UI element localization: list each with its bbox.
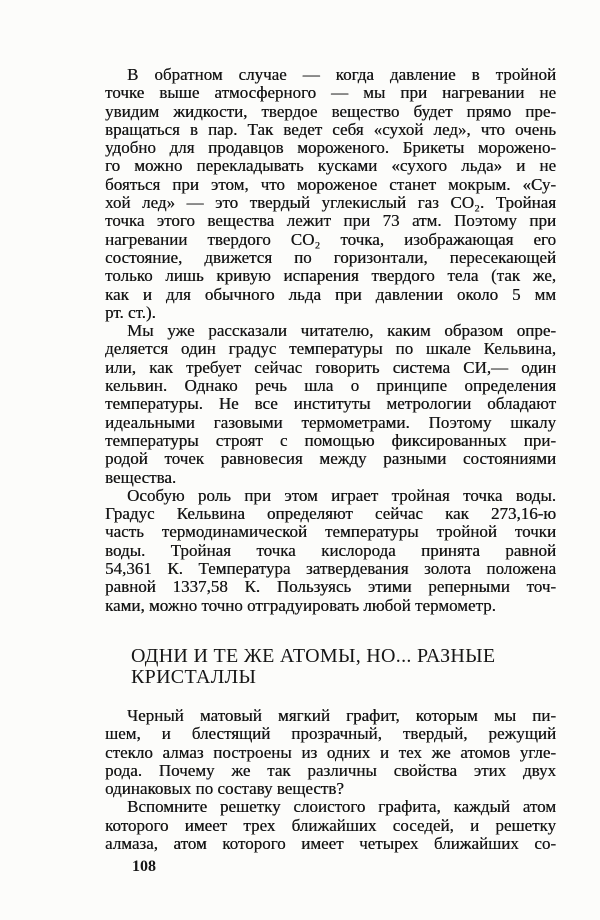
text-line: или, как требует сейчас говорить система СИ,— один [105,357,556,377]
text-line: Мы уже рассказали читателю, каким образом опре- [127,321,556,341]
text-line: вещества. [105,467,177,487]
text-line: равной 1337,58 К. Пользуясь этими реперными точ- [105,577,556,597]
text-line: бояться при этом, что мороженое станет мокрым. «Су- [105,174,556,194]
paragraph [105,322,556,487]
text-line: увидим жидкости, твердое вещество будет прямо пре- [105,101,556,121]
text-line: нагревании твердого CO₂ точка, изображающая его [105,229,556,249]
paragraph [105,707,556,798]
paragraph [105,487,556,615]
text-line: В обратном случае — когда давление в тройной [127,65,556,84]
book-page [105,66,556,853]
text-line: Черный матовый мягкий графит, которым мы пи- [127,705,556,725]
text-line: рт. ст.). [105,302,156,322]
text-line: стекло алмаз построены из одних и тех же атомов угле- [105,742,556,762]
paragraph [105,798,556,853]
text-line: только лишь кривую испарения твердого тела (так же, [105,266,556,286]
text-line: родой точек равновесия между разными состояниями [105,449,556,469]
text-line: Вспомните решетку слоистого графита, каждый атом [127,797,556,817]
text-line: хой лед» — это твердый углекислый газ CO₂. Тройная [105,193,556,213]
text-line: кельвин. Однако речь шла о принципе определения [105,376,556,396]
text-line: удобно для продавцов мороженого. Брикеты морожено- [105,138,556,158]
text-line: точке выше атмосферного — мы при нагревании не [105,83,556,103]
heading-line: КРИСТАЛЛЫ [131,666,257,689]
text-line: которого имеет трех ближайших соседей, и решетку [105,815,556,835]
heading-line: ОДНИ И ТЕ ЖЕ АТОМЫ, НО... РАЗНЫЕ [131,644,496,667]
text-line: идеальными газовыми термометрами. Поэтому шкалу [105,412,556,432]
paragraph [105,66,556,322]
text-top [105,66,556,615]
text-line: алмаза, атом которого имеет четырех ближайших со- [105,833,556,853]
text-line: воды. Тройная точка кислорода принята равной [105,540,556,560]
text-line: рода. Почему же так различны свойства этих двух [105,760,556,780]
page-number: 108 [132,858,156,875]
text-line: шем, и блестящий прозрачный, твердый, режущий [105,724,556,744]
text-line: деляется один градус температуры по шкале Кельвина, [105,339,556,359]
text-bottom [105,707,556,853]
text-line: температуры строят с помощью фиксированных при- [105,430,556,450]
text-line: состояние, движется по горизонтали, пересекающей [105,247,556,267]
text-line: одинаковых по составу веществ? [105,779,344,799]
text-line: ками, можно точно отградуировать любой термометр. [105,595,496,615]
text-line: температуры. Не все институты метрологии обладают [105,394,556,414]
section-heading [105,646,556,689]
text-line: Градус Кельвина определяют сейчас как 273,16-ю [105,504,556,524]
text-line: точка этого вещества лежит при 73 атм. Поэтому при [105,211,556,231]
text-line: как и для обычного льда при давлении около 5 мм [105,284,556,304]
text-line: 54,361 К. Температура затвердевания золота положена [105,559,556,579]
text-line: вращаться в пар. Так ведет себя «сухой лед», что очень [105,119,556,139]
text-line: Особую роль при этом играет тройная точка воды. [127,485,556,505]
text-line: часть термодинамической температуры тройной точки [105,522,556,542]
text-line: го можно перекладывать кусками «сухого льда» и не [105,156,556,176]
